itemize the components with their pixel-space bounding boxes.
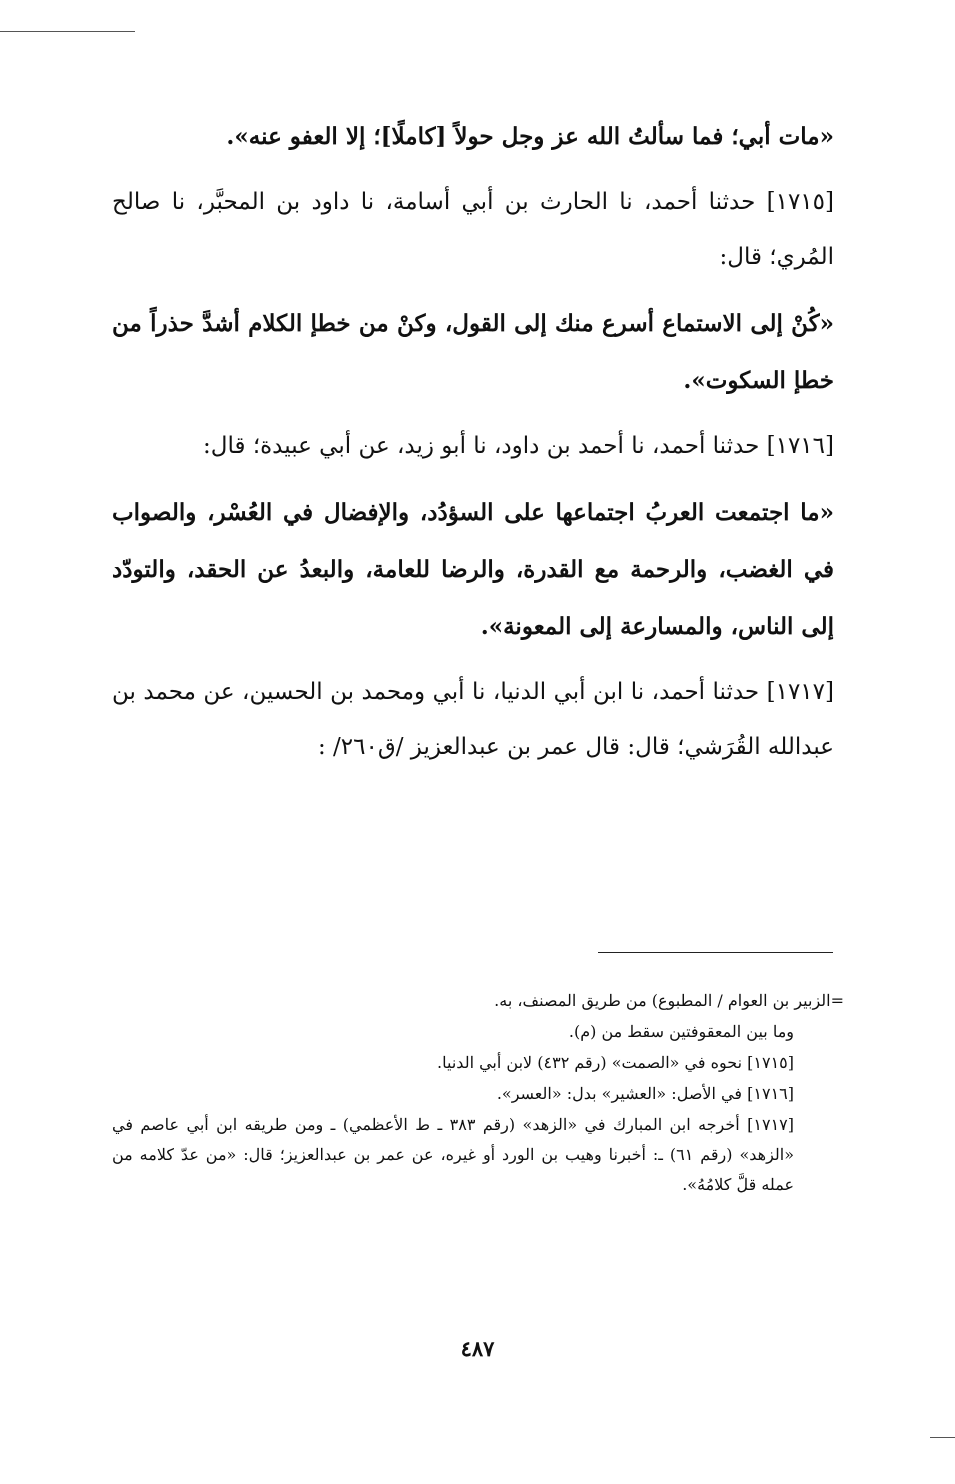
quote-paragraph: «كُنْ إلى الاستماع أسرع منك إلى القول، وكنْ من خطإ الكلام أشدَّ حذراً من خطإ السكوت». xyxy=(112,310,834,394)
isnad-paragraph-1717: [١٧١٧] حدثنا أحمد، نا ابن أبي الدنيا، نا أبي ومحمد بن الحسين، عن محمد بن عبدالله القُرَشي؛ قال: قال عمر بن عبدالعزيز /ق٢٦٠/ : xyxy=(112,679,834,760)
isnad-paragraph-1715: [١٧١٥] حدثنا أحمد، نا الحارث بن أبي أسامة، نا داود بن المحبَّر، نا صالح المُري؛ قال: xyxy=(112,189,834,270)
scan-edge-line-top xyxy=(0,31,135,32)
footnote-line: =الزبير بن العوام / المطبوع) من طريق المصنف، به. xyxy=(494,991,844,1010)
scan-edge-line-bottom xyxy=(930,1437,955,1438)
main-text xyxy=(112,108,834,785)
footnote-line-1716: [١٧١٦] في الأصل: «العشير» بدل: «العسر». xyxy=(496,1084,794,1103)
footnote-line-1715: [١٧١٥] نحوه في «الصمت» (رقم ٤٣٢) لابن أبي الدنيا. xyxy=(437,1053,794,1072)
isnad-paragraph-1716: [١٧١٦] حدثنا أحمد، نا أحمد بن داود، نا أبو زيد، عن أبي عبيدة؛ قال: xyxy=(203,433,834,459)
footnote-line-1717: [١٧١٧] أخرجه ابن المبارك في «الزهد» (رقم ٣٨٣ ـ ط الأعظمي) ـ ومن طريقه ابن أبي عاصم في «الزهد» (رقم ٦١) ـ: أخبرنا وهيب بن الورد أو غيره، عن عمر بن عبدالعزيز؛ قال: «من عدّ كلامه من عمله قلَّ كلامُهُ». xyxy=(112,1115,795,1194)
quote-paragraph: «ما اجتمعت العربُ اجتماعها على السؤدُد، والإفضال في العُسْر، والصواب في الغضب، والرحمة مع القدرة، والرضا للعامة، والبعدُ عن الحقد، والتودّد إلى الناس، والمسارعة إلى المعونة». xyxy=(112,499,834,640)
footnotes xyxy=(112,986,844,1201)
page-number: ٤٨٧ xyxy=(460,1336,495,1361)
footnote-separator xyxy=(598,952,833,953)
quote-paragraph: «مات أبي؛ فما سألتُ الله عز وجل حولاً [كاملًا]؛ إلا العفو عنه». xyxy=(226,123,834,150)
footnote-line: وما بين المعقوفتين سقط من (م). xyxy=(568,1022,794,1041)
